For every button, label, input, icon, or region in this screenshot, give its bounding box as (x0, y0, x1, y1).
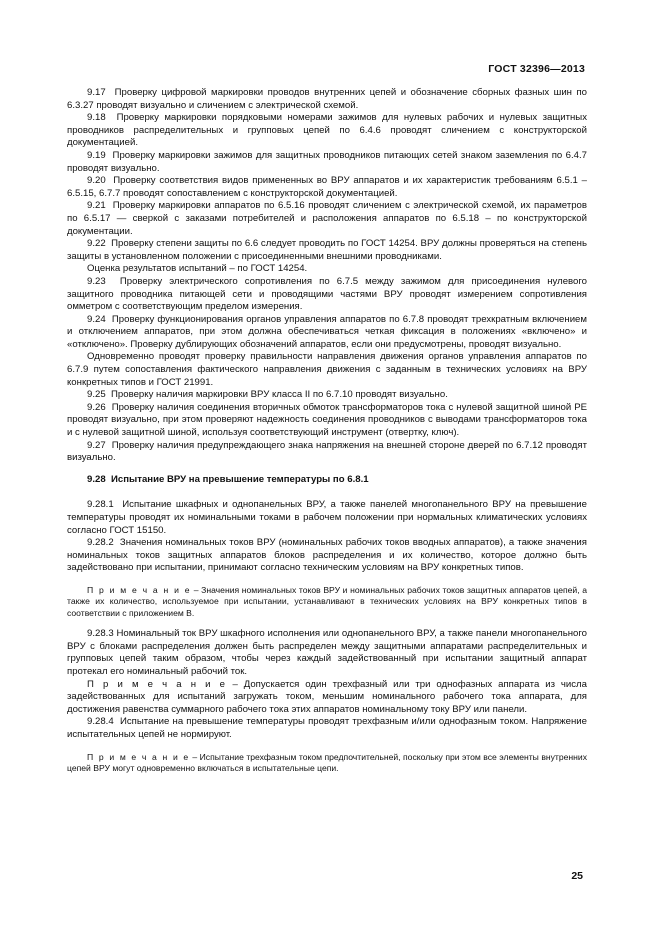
paragraph-9-21: 9.21 Проверку маркировки аппаратов по 6.5.16 проводят сличением с электрической схемой, их параметров по 6.5.17 — сверкой с заказами потребителей и расположения аппаратов по 6.5.18 – по конструкторской документации. (67, 200, 587, 237)
note-9-28-3: П р и м е ч а н и е – Допускается один трехфазный или три однофазных аппарата из числа задействованных для испытаний загружать током, меньшим номинального рабочего тока аппарата, для достижения равенства суммарного рабочего тока этих аппаратов номинальному току ВРУ или панели. (67, 678, 587, 715)
standard-header: ГОСТ 32396—2013 (488, 63, 585, 75)
paragraph-9-19: 9.19 Проверку маркировки зажимов для защитных проводников питающих сетей знаком заземления по 6.4.7 проводят визуально. (67, 149, 587, 174)
document-body (67, 87, 587, 783)
note-label: П р и м е ч а н и е (87, 751, 190, 762)
paragraph-9-20: 9.20 Проверку соответствия видов примененных во ВРУ аппаратов и их характеристик требованиям 6.5.1 – 6.5.15, 6.7.7 проводят сопоставлением с конструкторской документацией. (67, 175, 587, 199)
note-9-28-2: П р и м е ч а н и е – Значения номинальных токов ВРУ и номинальных рабочих токов защитных аппаратов цепей, а также их количество, используемое при испытании, устанавливают в технических условиях на ВРУ конкретных типов в соответствии с приложением В. (67, 584, 588, 618)
paragraph-9-18: 9.18 Проверку маркировки порядковыми номерами зажимов для нулевых рабочих и нулевых защитных проводников распределительных и групповых цепей по 6.4.6 проводят сличением с конструкторской документацией. (67, 112, 587, 149)
page-number: 25 (571, 870, 583, 882)
paragraph-9-28-4: 9.28.4 Испытание на превышение температуры проводят трехфазным и/или однофазным током. Напряжение испытательных цепей не нормируют. (67, 716, 587, 740)
paragraph-9-23: 9.23 Проверку электрического сопротивления по 6.7.5 между зажимом для присоединения нулевого защитного проводника питающей сети и проводящими частями ВРУ проводят измерением сопротивления омметром с соответствующим пределом измерения. (67, 275, 587, 313)
section-heading-9-28: 9.28 Испытание ВРУ на превышение температуры по 6.8.1 (87, 473, 369, 485)
paragraph-9-17: 9.17 Проверку цифровой маркировки проводов внутренних цепей и обозначение сборных фазных шин по 6.3.27 проводят визуально и сличением с электрической схемой. (67, 87, 587, 111)
paragraph-9-25: 9.25 Проверку наличия маркировки ВРУ класса II по 6.7.10 проводят визуально. (87, 389, 448, 401)
note-9-28-4: П р и м е ч а н и е – Испытание трехфазным током предпочтительней, поскольку при этом все элементы внутренних цепей ВРУ могут одновременно включаться в испытательные цепи. (67, 751, 588, 773)
note-label: П р и м е ч а н и е (87, 584, 192, 595)
note-label: П р и м е ч а н и е (87, 678, 227, 690)
paragraph-9-26: 9.26 Проверку наличия соединения вторичных обмоток трансформаторов тока с нулевой защитной шиной PE проводят визуально, при этом проверяют надежность соединения проводников с выводами трансформаторов тока и с нулевой защитной шиной, используя соответствующий инструмент (отвертку, ключ). (67, 401, 587, 439)
paragraph-9-28-1: 9.28.1 Испытание шкафных и однопанельных ВРУ, а также панелей многопанельного ВРУ на превышение температуры проводят их номинальными токами в рабочем положении при нормальных климатических условиях согласно ГОСТ 15150. (67, 499, 587, 536)
paragraph-9-28-3: 9.28.3 Номинальный ток ВРУ шкафного исполнения или однопанельного ВРУ, а также панели многопанельного ВРУ с блоками распределения должен быть распределен между защитными аппаратами распределительных и групповых цепей таким образом, чтобы через каждый задействованный при испытании защитный аппарат протекал его номинальный рабочий ток. (67, 628, 587, 677)
paragraph-9-24: 9.24 Проверку функционирования органов управления аппаратов по 6.7.8 проводят трехкратным включением и отключением аппаратов, при этом должна обеспечиваться четкая фиксация в положениях «включено» и «отключено». Проверку дублирующих обозначений аппаратов, если они предусмотрены, проводят визуально. (67, 313, 587, 350)
paragraph-9-22: 9.22 Проверку степени защиты по 6.6 следует проводить по ГОСТ 14254. ВРУ должны проверяться на степень защиты в установленном положении с присоединенными внешними проводниками. (67, 238, 587, 262)
paragraph-9-27: 9.27 Проверку наличия предупреждающего знака напряжения на внешней стороне дверей по 6.7.12 проводят визуально. (67, 439, 587, 464)
paragraph-9-22-assessment: Оценка результатов испытаний – по ГОСТ 14254. (87, 263, 308, 275)
paragraph-9-28-2: 9.28.2 Значения номинальных токов ВРУ (номинальных рабочих токов вводных аппаратов), а также значения номинальных токов защитных аппаратов блоков распределения и их количество, которое должно быть задействовано при испытании, принимают согласно техническим условиям на ВРУ конкретных типов. (67, 537, 587, 574)
paragraph-9-24-continued: Одновременно проводят проверку правильности направления движения органов управления аппаратов по 6.7.9 путем сопоставления фактического направления движения с заданным в технических условиях на ВРУ конкретных типов и ГОСТ 21991. (67, 351, 587, 388)
